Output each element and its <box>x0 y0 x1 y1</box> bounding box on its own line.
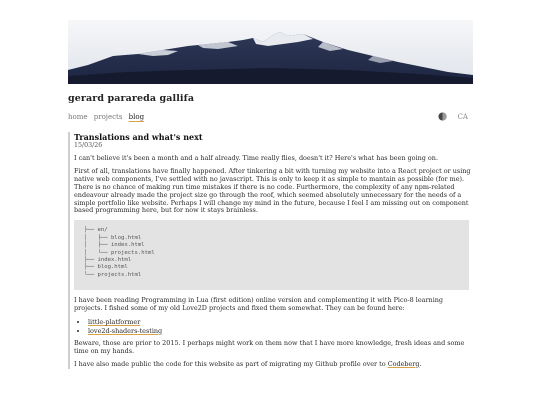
lua-paragraph: I have been reading Programming in Lua (first edition) online version and complementing it with Pico-8 learning projects. I fished some of my old Love2D projects and fixed them somewhat. They can be found here: <box>74 296 444 313</box>
nav-blog-link[interactable]: blog <box>128 113 145 121</box>
main-nav <box>68 113 473 125</box>
codeberg-paragraph <box>74 361 472 369</box>
little-platformer-link[interactable]: little-platformer <box>88 318 141 327</box>
nav-projects-link[interactable]: projects <box>93 113 123 121</box>
post-date: 15/03/26 <box>74 142 103 149</box>
codeberg-paragraph-end: . <box>419 359 422 368</box>
page <box>68 20 473 374</box>
mountain-landscape-icon <box>68 20 473 84</box>
beware-paragraph: Beware, those are prior to 2015. I perhaps might work on them now that I have more knowledge, fresh ideas and some time on my hands. <box>74 339 465 355</box>
mountain-banner-image <box>68 20 473 84</box>
intro-paragraph: I can't believe it's been a month and a half already. Time really flies, doesn't it? Here's what has been going on. <box>74 154 439 162</box>
file-tree-code-block: ├── en/ │ ├── blog.html │ ├── index.html │ └── projects.html ├── index.html ├── blog.html └── projects.html <box>74 220 469 290</box>
blog-post <box>68 132 473 369</box>
nav-home-link[interactable]: home <box>68 113 88 121</box>
codeberg-link[interactable]: Codeberg <box>387 359 420 368</box>
translations-paragraph: First of all, translations have finally happened. After tinkering a bit with turning my website into a React project or using native web components, I've settled with no javascript. This is only to keep it as simple to mantain as possible (for me). There is no chance of making run time mistakes if there is no code. Furthermore, the complexity of any npm-related endeavour already made the project size go through the roof, which seemed absolutely unnecessary for the needs of a simple portfolio like website. Perhaps I will change my mind in the future, because I feel I am missing out on component based programming here, but for now it stays brainless. <box>74 166 471 215</box>
nav-tools <box>438 112 468 121</box>
site-title: gerard parareda gallifa <box>68 93 195 104</box>
list-item <box>88 318 473 326</box>
half-moon-icon[interactable] <box>438 112 447 121</box>
language-switch-link[interactable]: CA <box>457 112 468 121</box>
codeberg-paragraph-text: I have also made public the code for this website as part of migrating my Github profile over to <box>74 359 388 368</box>
list-item <box>88 327 473 335</box>
love2d-shaders-testing-link[interactable]: love2d-shaders-testing <box>88 326 163 335</box>
project-links-list <box>88 318 473 335</box>
post-title: Translations and what's next <box>74 132 203 142</box>
